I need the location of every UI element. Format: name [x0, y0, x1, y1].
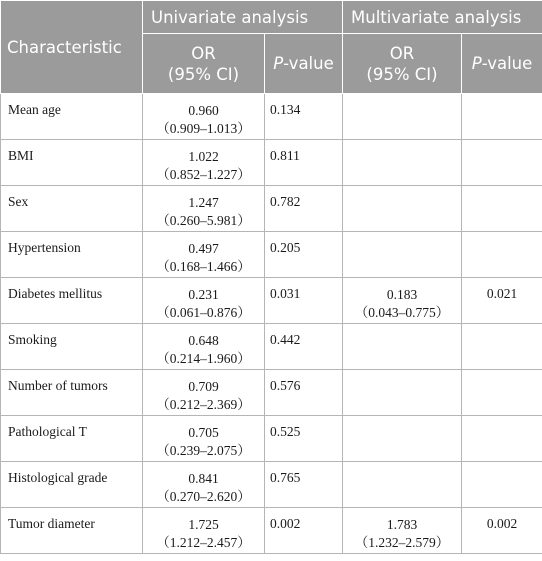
univariate-or-value: 0.841: [188, 471, 219, 486]
table-row: [1, 462, 542, 508]
multivariate-p-cell: [462, 94, 542, 140]
header-univariate-p: [265, 34, 343, 94]
univariate-ci-value: （0.270–2.620）: [156, 489, 251, 504]
univariate-or-cell: [143, 324, 265, 370]
characteristic-cell: Number of tumors: [1, 370, 143, 416]
multivariate-or-cell: [343, 416, 462, 462]
univariate-p-cell: 0.765: [265, 462, 343, 508]
univariate-or-value: 0.231: [188, 287, 219, 302]
univariate-ci-value: （0.168–1.466）: [156, 259, 251, 274]
characteristic-cell: Mean age: [1, 94, 143, 140]
header-ci-label: (95% CI): [366, 64, 438, 84]
multivariate-or-cell: [343, 370, 462, 416]
univariate-ci-value: （0.260–5.981）: [156, 213, 251, 228]
univariate-p-cell: 0.525: [265, 416, 343, 462]
multivariate-p-cell: [462, 186, 542, 232]
multivariate-or-cell: [343, 140, 462, 186]
univariate-or-value: 1.022: [188, 149, 219, 164]
multivariate-or-cell: [343, 462, 462, 508]
multivariate-or-cell: [343, 508, 462, 554]
characteristic-cell: Sex: [1, 186, 143, 232]
univariate-or-cell: [143, 416, 265, 462]
univariate-or-value: 0.705: [188, 425, 219, 440]
multivariate-or-cell: [343, 94, 462, 140]
characteristic-cell: Smoking: [1, 324, 143, 370]
header-or-label: OR: [191, 43, 216, 63]
table-row: [1, 370, 542, 416]
table-row: [1, 94, 542, 140]
univariate-or-value: 1.725: [188, 517, 219, 532]
table-row: [1, 232, 542, 278]
characteristic-cell: BMI: [1, 140, 143, 186]
multivariate-p-cell: [462, 462, 542, 508]
univariate-ci-value: （0.212–2.369）: [156, 397, 251, 412]
multivariate-p-cell: [462, 324, 542, 370]
univariate-p-cell: 0.811: [265, 140, 343, 186]
multivariate-or-cell: [343, 186, 462, 232]
table-row: [1, 324, 542, 370]
multivariate-p-cell: [462, 416, 542, 462]
table-body: [1, 94, 542, 554]
table-row: [1, 278, 542, 324]
table-header: [1, 1, 542, 94]
table-row: [1, 416, 542, 462]
multivariate-or-cell: [343, 232, 462, 278]
characteristic-cell: Histological grade: [1, 462, 143, 508]
header-p-italic: P: [273, 54, 284, 73]
univariate-ci-value: （0.852–1.227）: [156, 167, 251, 182]
univariate-ci-value: （0.214–1.960）: [156, 351, 251, 366]
header-multivariate-p: [462, 34, 542, 94]
univariate-or-value: 0.709: [188, 379, 219, 394]
header-univariate: Univariate analysis: [143, 1, 343, 34]
header-ci-label: (95% CI): [167, 64, 240, 84]
characteristic-cell: Hypertension: [1, 232, 143, 278]
table-row: [1, 140, 542, 186]
univariate-ci-value: （0.061–0.876）: [156, 305, 251, 320]
univariate-p-cell: 0.576: [265, 370, 343, 416]
multivariate-p-cell: [462, 140, 542, 186]
univariate-ci-value: （0.909–1.013）: [156, 121, 251, 136]
univariate-p-cell: 0.031: [265, 278, 343, 324]
header-p-italic: P: [471, 54, 482, 73]
header-or-label: OR: [389, 43, 415, 63]
univariate-ci-value: （1.212–2.457）: [156, 535, 251, 550]
univariate-or-value: 1.247: [188, 195, 219, 210]
univariate-or-cell: [143, 140, 265, 186]
univariate-or-value: 0.648: [188, 333, 219, 348]
multivariate-p-cell: [462, 370, 542, 416]
univariate-or-cell: [143, 370, 265, 416]
multivariate-or-cell: [343, 324, 462, 370]
univariate-p-cell: 0.782: [265, 186, 343, 232]
univariate-or-value: 0.960: [188, 103, 219, 118]
univariate-p-cell: 0.205: [265, 232, 343, 278]
univariate-p-cell: 0.134: [265, 94, 343, 140]
univariate-p-cell: 0.442: [265, 324, 343, 370]
table-row: [1, 508, 542, 554]
univariate-or-cell: [143, 278, 265, 324]
multivariate-ci-value: （0.043–0.775）: [354, 305, 450, 320]
univariate-or-cell: [143, 186, 265, 232]
multivariate-ci-value: （1.232–2.579）: [354, 535, 450, 550]
univariate-or-cell: [143, 94, 265, 140]
multivariate-p-cell: [462, 232, 542, 278]
header-p-rest: -value: [481, 54, 533, 73]
multivariate-p-cell: 0.002: [462, 508, 542, 554]
multivariate-or-cell: [343, 278, 462, 324]
univariate-ci-value: （0.239–2.075）: [156, 443, 251, 458]
multivariate-or-value: 1.783: [386, 517, 418, 532]
header-univariate-or: [143, 34, 265, 94]
univariate-or-cell: [143, 508, 265, 554]
univariate-p-cell: 0.002: [265, 508, 343, 554]
multivariate-or-value: 0.183: [386, 287, 418, 302]
univariate-or-cell: [143, 462, 265, 508]
header-multivariate: Multivariate analysis: [343, 1, 542, 34]
characteristic-cell: Pathological T: [1, 416, 143, 462]
univariate-or-value: 0.497: [188, 241, 219, 256]
multivariate-p-cell: 0.021: [462, 278, 542, 324]
header-characteristic: Characteristic: [1, 1, 143, 94]
univariate-or-cell: [143, 232, 265, 278]
characteristic-cell: Tumor diameter: [1, 508, 143, 554]
table-row: [1, 186, 542, 232]
characteristic-cell: Diabetes mellitus: [1, 278, 143, 324]
header-p-rest: -value: [283, 54, 334, 73]
header-multivariate-or: [343, 34, 462, 94]
